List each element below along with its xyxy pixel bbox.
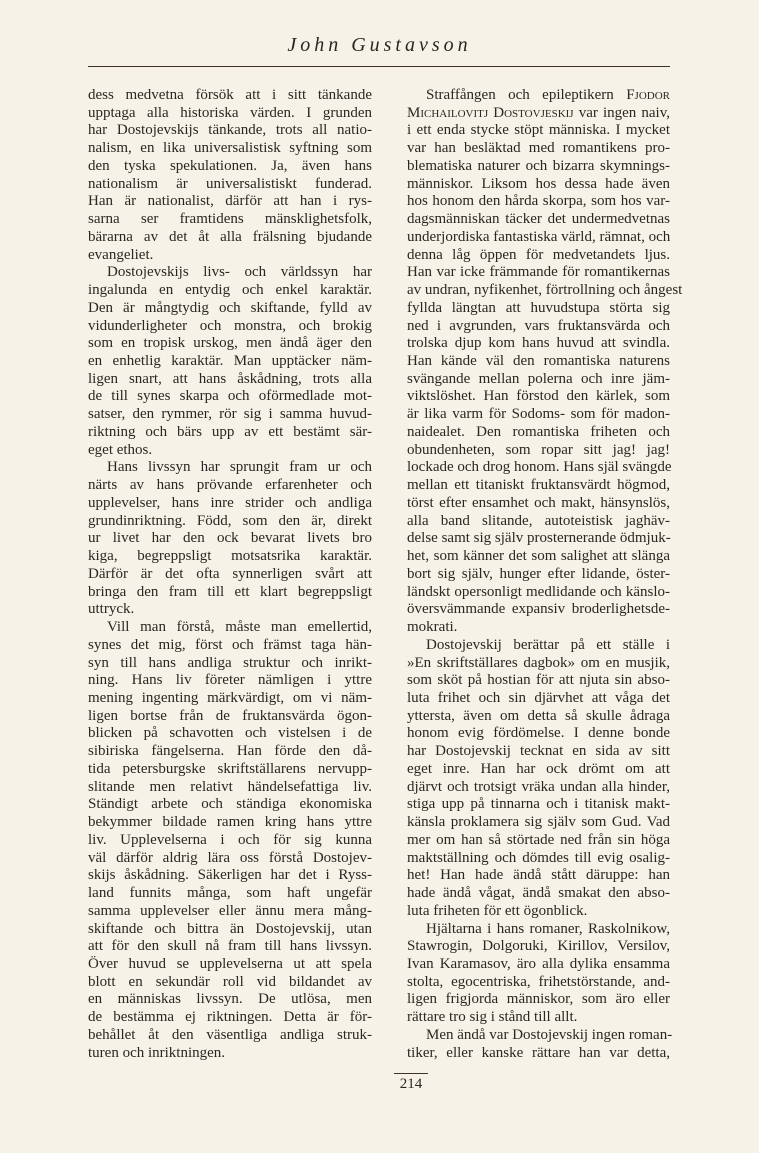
text-line: behållet åt den väsentliga andliga struk-	[88, 1026, 372, 1043]
page-number: 214	[399, 1076, 423, 1092]
text-line: ligen snart, att hans åskådning, trots alla	[88, 370, 372, 387]
text-line: Hjältarna i hans romaner, Raskolnikow,	[426, 920, 670, 937]
text-line: evangeliet.	[88, 246, 154, 263]
paragraph	[407, 637, 670, 921]
text-line: Han är nationalist, därför att han i rys-	[88, 193, 372, 210]
running-title: John Gustavson	[287, 34, 472, 56]
text-line: Därför är det ofta synnerligen svårt att	[88, 565, 372, 582]
paragraph	[88, 459, 372, 619]
text-line: yttersta, även om detta så skulle ådraga	[407, 707, 670, 724]
text-line: het! Han hade ändå stått däruppe: han	[407, 867, 670, 884]
text-line: tida petersburgske skriftställarens nervupp-	[88, 760, 372, 777]
text-line: blott en sekundär roll vid bildandet av	[88, 973, 372, 990]
text-line: djärvt och trotsigt vräka undan alla hinder,	[407, 778, 670, 795]
text-line: liv. Upplevelserna i och för sig kunna	[88, 831, 372, 848]
right-column	[407, 87, 683, 1062]
text-line: Dostojevskijs livs- och världssyn har	[107, 264, 372, 281]
text-line: grundinriktning. Född, som den är, direkt	[88, 512, 372, 529]
text-line: mening ingenting märkvärdigt, om vi näm-	[88, 689, 372, 706]
text-line: het, som känner det som salighet att slänga	[407, 548, 670, 565]
text-line: är lika varm för Sodoms- som för madon-	[407, 406, 670, 423]
text-line: Ivan Karamasov, äro alla dylika ensamma	[407, 955, 670, 972]
text-line: rättare tro sig i stånd till allt.	[407, 1009, 578, 1026]
text-line: närts av hans prövande erfarenheter och	[88, 477, 372, 494]
text-line: underjordiska fantastiska värld, rämnat, och	[407, 228, 671, 245]
text-line: den tyska spekulationen. Ja, även hans	[88, 157, 372, 174]
text-line: skijs åskådning. Säkerligen har det i Ryss-	[88, 867, 372, 884]
paragraph	[407, 921, 670, 1027]
text-line: turen och inriktningen.	[88, 1044, 226, 1061]
page-number-rule	[394, 1073, 428, 1074]
text-line: slitande men relativt händelsefattiga liv.	[88, 778, 372, 795]
text-line: en enhetlig karaktär. Man upptäcker näm-	[88, 353, 372, 370]
text-line: de till synes skarpa och oförmedlade mot-	[88, 388, 372, 405]
text-line: Stawrogin, Dolgoruki, Kirillov, Versilov,	[407, 938, 670, 955]
text-line: Han var icke främmande för romantikernas	[407, 264, 670, 281]
text-line: nalism, en lika universalistisk syftning som	[88, 140, 372, 157]
text-line: mer om han så störtade ned från sin höga	[407, 831, 670, 848]
text-line: de bestämma ej riktningen. Detta är för-	[88, 1009, 372, 1026]
text-line: eget inre. Han har ock drömt om att	[407, 760, 670, 777]
text-line: människor. Liksom hos dessa hade även	[407, 175, 670, 192]
text-line: ning. Hans liv företer nämligen i yttre	[88, 672, 372, 689]
text-segment: var ingen naiv,	[573, 104, 670, 121]
text-line: kiga, begreppsligt motsatsrika karaktär.	[88, 548, 372, 565]
text-line: som sköt på hostian för att njuta sin abso-	[407, 672, 670, 689]
text-line: törst efter ensamhet och makt, hänsynslös,	[407, 494, 670, 511]
text-line: väl därför aldrig lära oss förstå Dostojev-	[88, 849, 372, 866]
text-line: maktställning och dömdes till evig osalig-	[407, 849, 670, 866]
text-line: var han besläktad med romantikens pro-	[407, 140, 670, 157]
text-line: Dostojevskij berättar på ett ställe i	[426, 636, 670, 653]
text-line: att för den skull nå fram till hans livssyn.	[88, 938, 372, 955]
text-line: ligen frigjorda människor, som äro eller	[407, 991, 670, 1008]
text-line: blematiska naturer och bizarra skymnings-	[407, 157, 670, 174]
text-line: blicken på schavotten och vistelsen i de	[88, 725, 372, 742]
text-line: viktslöshet. Han förstod den kärlek, som	[407, 388, 670, 405]
text-line: dess medvetna försök att i sitt tänkande	[88, 87, 372, 103]
text-line: synes det mig, först och främst taga hän-	[88, 636, 372, 653]
text-line: samma upplevelser eller ännu mera mång-	[88, 902, 372, 919]
text-line: bekymmer bildade ramen kring hans yttre	[88, 814, 372, 831]
text-line: honom evig fördömelse. I denne bonde	[407, 725, 670, 742]
text-line: mokrati.	[407, 619, 458, 636]
text-line: hos honom den hårda skorpa, som hos var-	[407, 193, 670, 210]
text-line: sarna ser framtidens mänsklighetsfolk,	[88, 211, 372, 228]
text-line: denna låg öppen för medvetandets ljus.	[407, 246, 670, 263]
text-line: Hans livssyn har sprungit fram ur och	[107, 459, 372, 476]
text-line	[407, 87, 670, 105]
text-line: upptaga alla historiska värden. I grunden	[88, 104, 372, 121]
paragraph	[407, 1026, 673, 1062]
text-line: en människas livssyn. De utlösa, men	[88, 991, 372, 1008]
text-line: delse samt sig själv prosternerande ödmjuk-	[407, 530, 671, 547]
text-line: hade ändå vågat, ändå smakat den abso-	[407, 885, 670, 902]
text-line: ingalunda en entydig och enkel karaktär.	[88, 282, 372, 299]
text-line: har Dostojevskijs tänkande, trots all natio-	[88, 122, 372, 139]
text-line: luta friheten för ett ögonblick.	[407, 902, 588, 919]
text-line: Men ändå var Dostojevskij ingen roman-	[426, 1026, 673, 1043]
text-line: nationalism är universalistiskt funderad.	[88, 175, 372, 192]
text-line: ur livet har den ock bevarat livets bro	[88, 530, 372, 547]
text-line: upplevelser, hans inre strider och andliga	[88, 494, 372, 511]
text-line: svängande mellan polerna och inre jäm-	[407, 370, 670, 387]
text-line: bort sig själv, hunger efter lidande, öster-	[407, 565, 670, 582]
paragraph	[88, 619, 372, 1062]
text-line: alla band slitande, autoteistisk jaghäv-	[407, 512, 670, 529]
text-line: har Dostojevskij tecknat en sida av sitt	[407, 743, 670, 760]
text-line: naidealet. Den romantiska friheten och	[407, 423, 670, 440]
paragraph	[88, 264, 372, 459]
text-line: ligen bortse från de fruktansvärda ögon-	[88, 707, 372, 724]
text-line: riktning och bärs upp av ett bestämt sär-	[88, 423, 372, 440]
text-line: obundenheten, som ropar sitt jag! jag!	[407, 441, 670, 458]
text-line: dagsmänniskan täcker det undermedvetnas	[407, 211, 670, 228]
text-line: som en tropisk urskog, men ändå äger den	[88, 335, 372, 352]
left-column	[88, 87, 372, 1062]
text-line: ned i avgrunden, vars fruktansvärda och	[407, 317, 670, 334]
text-line: ländskt opersonligt medlidande och känslo-	[407, 583, 670, 600]
paragraph	[88, 87, 372, 264]
text-line: av undran, nyfikenhet, förtrollning och ångest	[407, 282, 683, 299]
text-line: Ständigt arbete och ständiga ekonomiska	[88, 796, 372, 813]
text-line: stiga upp på tinnarna och i titanisk makt-	[407, 796, 670, 813]
text-line	[407, 105, 670, 123]
text-line: sibiriska fängelserna. Han förde den då-	[88, 743, 372, 760]
text-line: Han kände väl den romantiska naturens	[407, 353, 670, 370]
text-line: syn till hans andliga struktur och inrikt-	[88, 654, 372, 671]
header-rule	[88, 66, 670, 67]
text-line: i ett enda stycke stöpt människa. I mycket	[407, 122, 670, 139]
text-line: luta frihet och sin djärvhet att våga det	[407, 689, 670, 706]
text-line: bringa den fram till ett klart begreppsligt	[88, 583, 372, 600]
text-line: uttryck.	[88, 601, 135, 618]
text-line: översvämmande expansiv broderlighetsde-	[407, 601, 670, 618]
text-line: land funnits många, som haft ungefär	[88, 885, 372, 902]
text-segment: Straffången och epileptikern	[426, 87, 627, 103]
text-line: tiker, eller kanske rättare han var detta,	[407, 1044, 670, 1061]
text-line: stolta, egocentriska, frihetstörstande, and-	[407, 973, 670, 990]
text-line: lockade och drog honom. Hans själ svängde	[407, 459, 672, 476]
text-line: bärarna av det åt alla frälsning bjudande	[88, 228, 372, 245]
text-line: »En skriftställares dagbok» om en musjik,	[407, 654, 670, 671]
text-line: Den är mångtydig och skiftande, fylld av	[88, 299, 372, 316]
small-caps-name: Fjodor	[626, 87, 670, 103]
text-line: trolska djup kom hans huvud att svindla.	[407, 335, 670, 352]
paragraph	[407, 87, 683, 637]
text-line: känsla proklamera sig själv som Gud. Vad	[407, 814, 670, 831]
text-line: mellan ett titaniskt fruktansvärdt högmod,	[407, 477, 670, 494]
small-caps-name: Michailovitj Dostovjeskij	[407, 104, 574, 121]
text-line: Vill man förstå, måste man emellertid,	[107, 619, 372, 636]
text-line: Över huvud se upplevelserna ut att spela	[88, 955, 372, 972]
text-line: fyllda längtan att huvudstupa störta sig	[407, 299, 670, 316]
text-line: satser, den rymmer, rör sig i samma huvud-	[88, 406, 372, 423]
text-line: eget ethos.	[88, 441, 153, 458]
text-line: skiftande och bittra än Dostojevskij, utan	[88, 920, 372, 937]
text-line: vidunderligheter och monstra, och brokig	[88, 317, 372, 334]
